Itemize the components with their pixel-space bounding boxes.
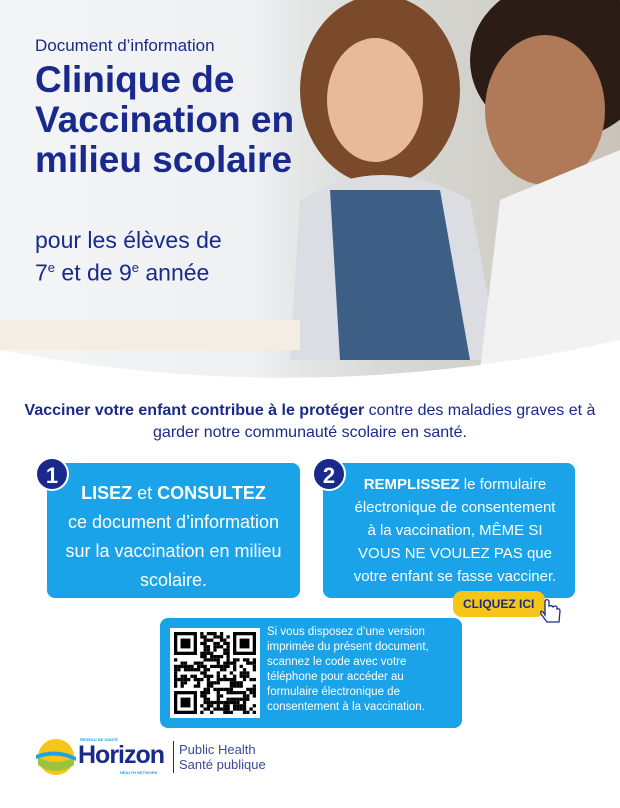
hero-photo [0,0,620,390]
qr-instructions: Si vous disposez d’une version imprimée du présent document, scannez le code avec votre téléphone pour accéder au formulaire électronique de consentement à la vaccination. [267,626,429,713]
wave-divider [0,330,620,390]
subtitle: pour les élèves de 7e et de 9e année [35,227,222,286]
step2-box: REMPLISSEZ le formulaire électronique de consentement à la vaccination, MÊME SI VOUS NE VOULEZ PAS que votre enfant se fasse vacciner. [323,463,575,598]
click-here-button[interactable]: CLIQUEZ ICI [453,591,545,617]
department-name: Public Health Santé publique [179,742,266,772]
logo-name: Horizon [78,741,165,769]
qr-box [160,618,462,728]
page-title: Clinique de Vaccination en milieu scolaire [35,59,295,180]
hand-pointer-icon [535,595,565,625]
horizon-logo: RÉSEAU DE SANTÉ Horizon HEALTH NETWORK Public Health Santé publique [36,737,276,777]
qr-code[interactable] [170,628,260,718]
step1-box: LISEZ et CONSULTEZ ce document d’information sur la vaccination en milieu scolaire. [47,463,300,598]
intro-text: Vacciner votre enfant contribue à le protéger contre des maladies graves et à garder notre communauté scolaire en santé. [24,402,596,441]
step2-number: 2 [312,457,346,491]
horizon-sun-logo [36,737,76,777]
divider [173,741,174,773]
document-kicker: Document d’information [35,36,215,55]
step1-number: 1 [35,457,69,491]
